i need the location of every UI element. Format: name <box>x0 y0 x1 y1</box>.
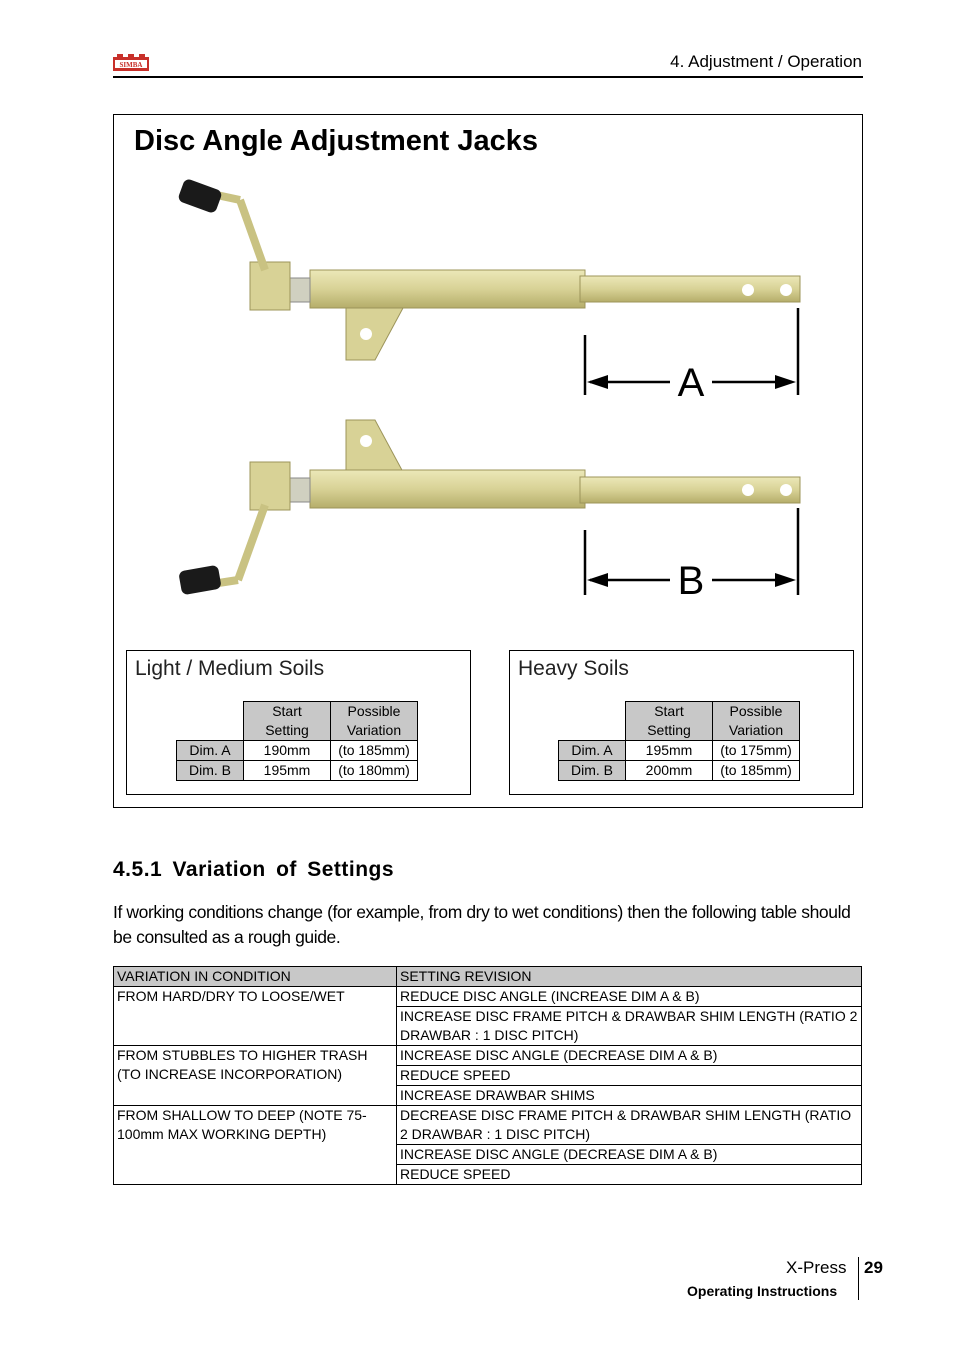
simba-logo <box>113 53 149 75</box>
table-row: Dim. B 200mm (to 185mm) <box>559 761 800 781</box>
jack-top <box>177 178 800 360</box>
heavy-soils-title: Heavy Soils <box>518 657 629 680</box>
dimension-a-label: A <box>677 361 705 405</box>
page-number: 29 <box>864 1258 883 1277</box>
footer-product: X-Press <box>786 1258 847 1277</box>
table-row: INCREASE DISC FRAME PITCH & DRAWBAR SHIM LENGTH (RATIO 2 DRAWBAR : 1 DISC PITCH) <box>114 1007 862 1046</box>
table-row: Dim. A 195mm (to 175mm) <box>559 741 800 761</box>
col-possible-variation: Possible Variation <box>713 702 800 741</box>
table-row: FROM SHALLOW TO DEEP (NOTE 75-100mm MAX WORKING DEPTH) DECREASE DISC FRAME PITCH & DRAWBAR SHIM LENGTH (RATIO 2 DRAWBAR : 1 DISC PITCH) <box>114 1106 862 1145</box>
svg-text:SIMBA: SIMBA <box>119 61 143 69</box>
light-soils-box <box>126 650 471 795</box>
table-row: Dim. A 190mm (to 185mm) <box>177 741 418 761</box>
light-soils-table <box>176 701 418 781</box>
footer-divider <box>858 1257 859 1300</box>
table-row: FROM HARD/DRY TO LOOSE/WET REDUCE DISC ANGLE (INCREASE DIM A & B) <box>114 987 862 1007</box>
table-row: REDUCE SPEED <box>114 1165 862 1185</box>
col-start-setting: Start Setting <box>244 702 331 741</box>
col-start-setting: Start Setting <box>626 702 713 741</box>
heavy-soils-box <box>509 650 854 795</box>
section-heading: 4.5.1 Variation of Settings <box>113 858 395 881</box>
header-condition: VARIATION IN CONDITION <box>114 967 397 987</box>
intro-paragraph: If working conditions change (for example, from dry to wet conditions) then the following table should be consulted as a rough guide. <box>113 902 851 947</box>
dimension-b-label: B <box>677 559 705 603</box>
table-row: REDUCE SPEED <box>114 1066 862 1086</box>
heavy-soils-table <box>558 701 800 781</box>
header-rule <box>113 76 863 78</box>
table-row: INCREASE DISC ANGLE (DECREASE DIM A & B) <box>114 1145 862 1165</box>
light-soils-title: Light / Medium Soils <box>135 657 325 680</box>
variation-table <box>113 966 862 1185</box>
table-row: INCREASE DRAWBAR SHIMS <box>114 1086 862 1106</box>
col-possible-variation: Possible Variation <box>331 702 418 741</box>
figure-title: Disc Angle Adjustment Jacks <box>134 125 538 157</box>
table-row: Dim. B 195mm (to 180mm) <box>177 761 418 781</box>
footer-subtitle: Operating Instructions <box>687 1283 838 1299</box>
table-row: FROM STUBBLES TO HIGHER TRASH (TO INCREASE INCORPORATION) INCREASE DISC ANGLE (DECREASE DIM A & B) <box>114 1046 862 1066</box>
section-header-title: 4. Adjustment / Operation <box>670 52 862 71</box>
header-revision: SETTING REVISION <box>397 967 862 987</box>
jack-bottom <box>178 420 800 595</box>
jack-illustration <box>150 170 830 610</box>
